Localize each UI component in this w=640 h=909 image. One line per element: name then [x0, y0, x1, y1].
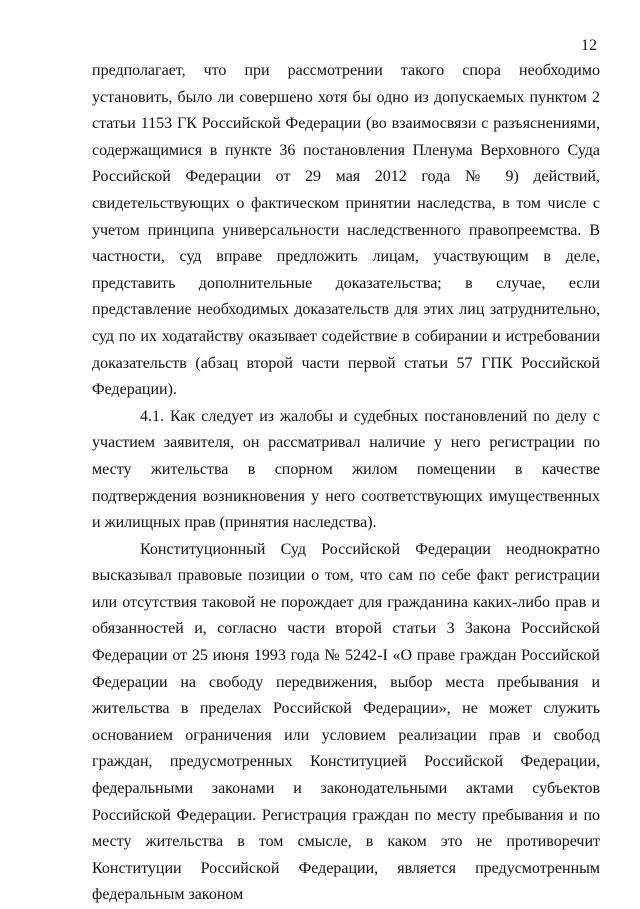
page-number: 12: [581, 37, 597, 54]
document-body: [92, 58, 600, 909]
paragraph-constitutional-court: Конституционный Суд Российской Федерации неоднократно высказывал правовые позиции о том, что сам по себе факт регистрации или отсутствия таковой не порождает для гражданина каких-либо прав и обязанностей и, согласно части второй статьи 3 Закона Российской Федерации от 25 июня 1993 года № 5242-I «О праве граждан Российской Федерации на свободу передвижения, выбор места пребывания и жительства в пределах Российской Федерации», не может служить основанием ограничения или условием реализации прав и свобод граждан, предусмотренных Конституцией Российской Федерации, федеральными законами и законодательными актами субъектов Российской Федерации. Регистрация граждан по месту пребывания и по месту жительства в том смысле, в каком это не противоречит Конституции Российской Федерации, является предусмотренным федеральным законом: [92, 540, 600, 904]
paragraph-continuation: предполагает, что при рассмотрении такого спора необходимо установить, было ли совершено хотя бы одно из допускаемых пунктом 2 статьи 1153 ГК Российской Федерации (во взаимосвязи с разъяснениями, содержащимися в пункте 36 постановления Пленума Верховного Суда Российской Федерации от 29 мая 2012 года № 9) действий, свидетельствующих о фактическом принятии наследства, в том числе с учетом принципа универсальности наследственного правопреемства. В частности, суд вправе предложить лицам, участвующим в деле, представить дополнительные доказательства; в случае, если представление необходимых доказательств для этих лиц затруднительно, суд по их ходатайству оказывает содействие в собирании и истребовании доказательств (абзац второй части первой статьи 57 ГПК Российской Федерации).: [92, 62, 600, 399]
paragraph-4-1: 4.1. Как следует из жалобы и судебных постановлений по делу с участием заявителя, он рассматривал наличие у него регистрации по месту жительства в спорном жилом помещении в качестве подтверждения возникновения у него соответствующих имущественных и жилищных прав (принятия наследства).: [92, 407, 600, 532]
